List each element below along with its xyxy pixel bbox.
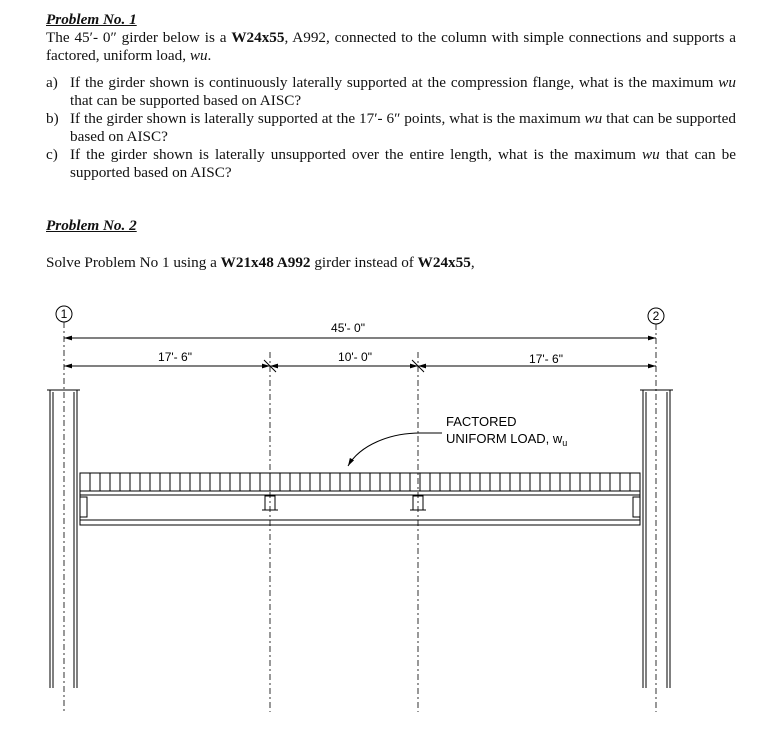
overall-dim-label: 45'- 0" bbox=[331, 321, 365, 335]
overall-dimension bbox=[64, 321, 656, 338]
load-leader bbox=[348, 433, 442, 466]
column-left bbox=[47, 390, 80, 688]
intro-text-a: The 45′- 0″ girder below is a bbox=[46, 29, 232, 46]
question-text: that can be supported based on AISC? bbox=[70, 92, 302, 109]
problem-2-text-a: Solve Problem No 1 using a bbox=[46, 254, 221, 271]
intro-end: . bbox=[207, 47, 212, 64]
question-text: If the girder shown is laterally unsupported over the entire length, what is the maximum bbox=[70, 146, 642, 163]
column-right bbox=[640, 390, 673, 688]
problem-2-text-b: girder instead of bbox=[310, 254, 418, 271]
question-text: that can be supported based on AISC? bbox=[70, 110, 736, 145]
problem-1-heading: Problem No. 1 bbox=[46, 11, 137, 28]
problem-2-heading: Problem No. 2 bbox=[46, 217, 137, 234]
grid-label-1: 1 bbox=[60, 307, 68, 321]
girder-section: W24x55 bbox=[231, 29, 285, 46]
alt-section: W21x48 A992 bbox=[220, 254, 311, 271]
question-text: If the girder shown is continuously laterally supported at the compression flange, what is the maximum bbox=[70, 74, 719, 91]
question-label: b) bbox=[46, 110, 59, 127]
question-text: that can be supported based on AISC? bbox=[70, 146, 736, 181]
problem-2-text-c: , bbox=[470, 254, 475, 271]
dim-right-label: 17'- 6" bbox=[529, 352, 563, 366]
question-label: a) bbox=[46, 74, 58, 91]
dim-mid-label: 10'- 0" bbox=[338, 350, 372, 364]
load-label-line-1: FACTORED bbox=[446, 414, 517, 429]
question-label: c) bbox=[46, 146, 58, 163]
grid-bubble-1 bbox=[56, 306, 72, 322]
load-label-line-2 bbox=[446, 431, 567, 448]
load-label-subscript: u bbox=[562, 438, 568, 448]
grid-lines bbox=[64, 322, 656, 712]
question-text: If the girder shown is laterally supported at the 17′- 6″ points, what is the maximum bbox=[70, 110, 585, 127]
load-label-main: UNIFORM LOAD, w bbox=[446, 431, 563, 446]
grid-bubble-2 bbox=[648, 308, 664, 324]
load-symbol: wu bbox=[718, 74, 736, 91]
load-symbol: wu bbox=[189, 47, 208, 64]
original-section: W24x55 bbox=[417, 254, 471, 271]
dim-left-label: 17'- 6" bbox=[158, 350, 192, 364]
load-symbol: wu bbox=[641, 146, 660, 163]
grid-label-2: 2 bbox=[652, 309, 660, 323]
intro-text-b: , A992, connected to the column with simple connections and supports a factored, uniform load, bbox=[46, 29, 736, 64]
load-symbol: wu bbox=[584, 110, 603, 127]
uniform-load-hatching bbox=[80, 473, 640, 491]
